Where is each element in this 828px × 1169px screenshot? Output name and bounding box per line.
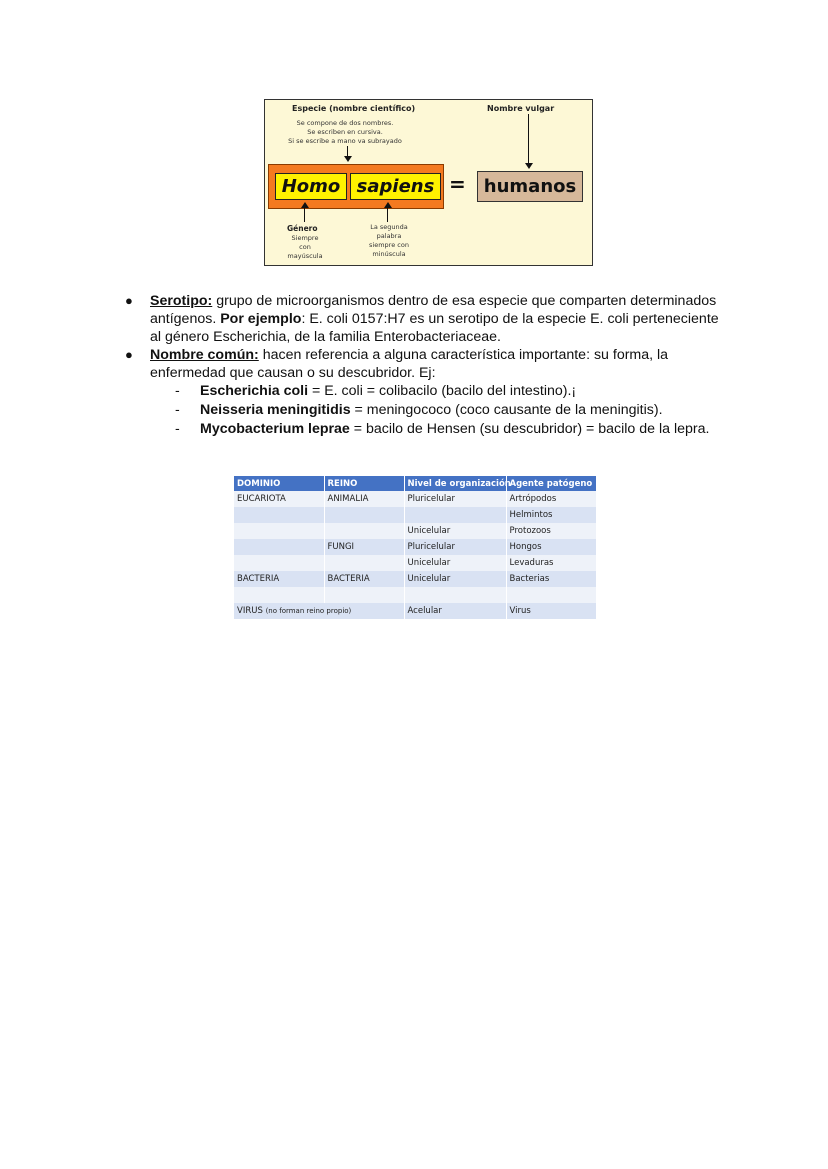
header-dominio: DOMINIO	[234, 476, 324, 491]
header-agente: Agente patógeno	[506, 476, 596, 491]
example-name: Mycobacterium leprae	[200, 421, 350, 437]
second-word-arrow	[387, 207, 388, 222]
header-reino: REINO	[324, 476, 404, 491]
species-arrow	[347, 146, 348, 157]
example-label: Por ejemplo	[220, 311, 302, 327]
species-word: sapiens	[350, 173, 441, 200]
example-item: - Escherichia coli = E. coli = colibacilo (bacilo del intestino).¡	[175, 383, 577, 399]
table-row: EUCARIOTA ANIMALIA Pluricelular Artrópodos	[234, 491, 596, 507]
serotipo-text: grupo de microorganismos dentro de esa especie que comparten determinados antígenos.	[150, 293, 717, 327]
species-title: Especie (nombre científico)	[292, 104, 416, 113]
example-item: - Neisseria meningitidis = meningococo (coco causante de la meningitis).	[175, 402, 663, 418]
genus-label: Género	[287, 224, 318, 233]
virus-note: (no forman reino propio)	[265, 607, 352, 615]
table-row-virus	[234, 603, 596, 619]
common-name-title: Nombre vulgar	[487, 104, 555, 113]
nombre-comun-item	[125, 346, 730, 382]
genus-arrow	[304, 207, 305, 222]
bullet-dot: ●	[125, 347, 133, 362]
serotipo-example-text: : E. coli 0157:H7 es un serotipo de la especie E. coli perteneciente al género Escherichia, de la familia Enterobacteriaceae.	[150, 311, 719, 345]
table-row: BACTERIA BACTERIA Unicelular Bacterias	[234, 571, 596, 587]
example-rest: = bacilo de Hensen (su descubridor) = bacilo de la lepra.	[349, 421, 710, 437]
genus-notes: Siempre con mayúscula	[287, 234, 323, 260]
table-header-row	[234, 476, 596, 491]
example-item: - Mycobacterium leprae = bacilo de Hensen (su descubridor) = bacilo de la lepra.	[175, 421, 710, 437]
virus-name: VIRUS	[237, 606, 263, 616]
common-name-box: humanos	[477, 171, 583, 202]
table-row: Unicelular Protozoos	[234, 523, 596, 539]
table-row: FUNGI Pluricelular Hongos	[234, 539, 596, 555]
virus-agent: Virus	[506, 603, 596, 619]
table-row: Unicelular Levaduras	[234, 555, 596, 571]
header-nivel: Nivel de organización	[404, 476, 506, 491]
species-naming-figure	[264, 99, 593, 266]
example-rest: = meningococo (coco causante de la meningitis).	[350, 402, 663, 418]
table-row	[234, 587, 596, 603]
serotipo-item	[125, 292, 730, 346]
classification-table	[234, 476, 597, 619]
scientific-name-box	[268, 164, 444, 209]
bullet-dot: ●	[125, 293, 133, 308]
example-rest: = E. coli = colibacilo (bacilo del intestino).¡	[308, 383, 577, 399]
nombre-comun-text: hacen referencia a alguna característica importante: su forma, la enfermedad que causan o su descubridor. Ej:	[150, 347, 669, 381]
serotipo-term: Serotipo:	[150, 293, 213, 309]
example-name: Neisseria meningitidis	[200, 402, 351, 418]
nombre-comun-term: Nombre común:	[150, 347, 259, 363]
second-word-notes: La segunda palabra siempre con minúscula	[369, 223, 409, 258]
example-name: Escherichia coli	[200, 383, 309, 399]
equals-sign: =	[449, 172, 466, 196]
species-notes: Se compone de dos nombres. Se escriben en cursiva. Si se escribe a mano va subrayado	[288, 119, 402, 145]
genus-word: Homo	[275, 173, 347, 200]
common-name-arrow	[528, 114, 529, 164]
virus-level: Acelular	[404, 603, 506, 619]
table-row: Helmintos	[234, 507, 596, 523]
